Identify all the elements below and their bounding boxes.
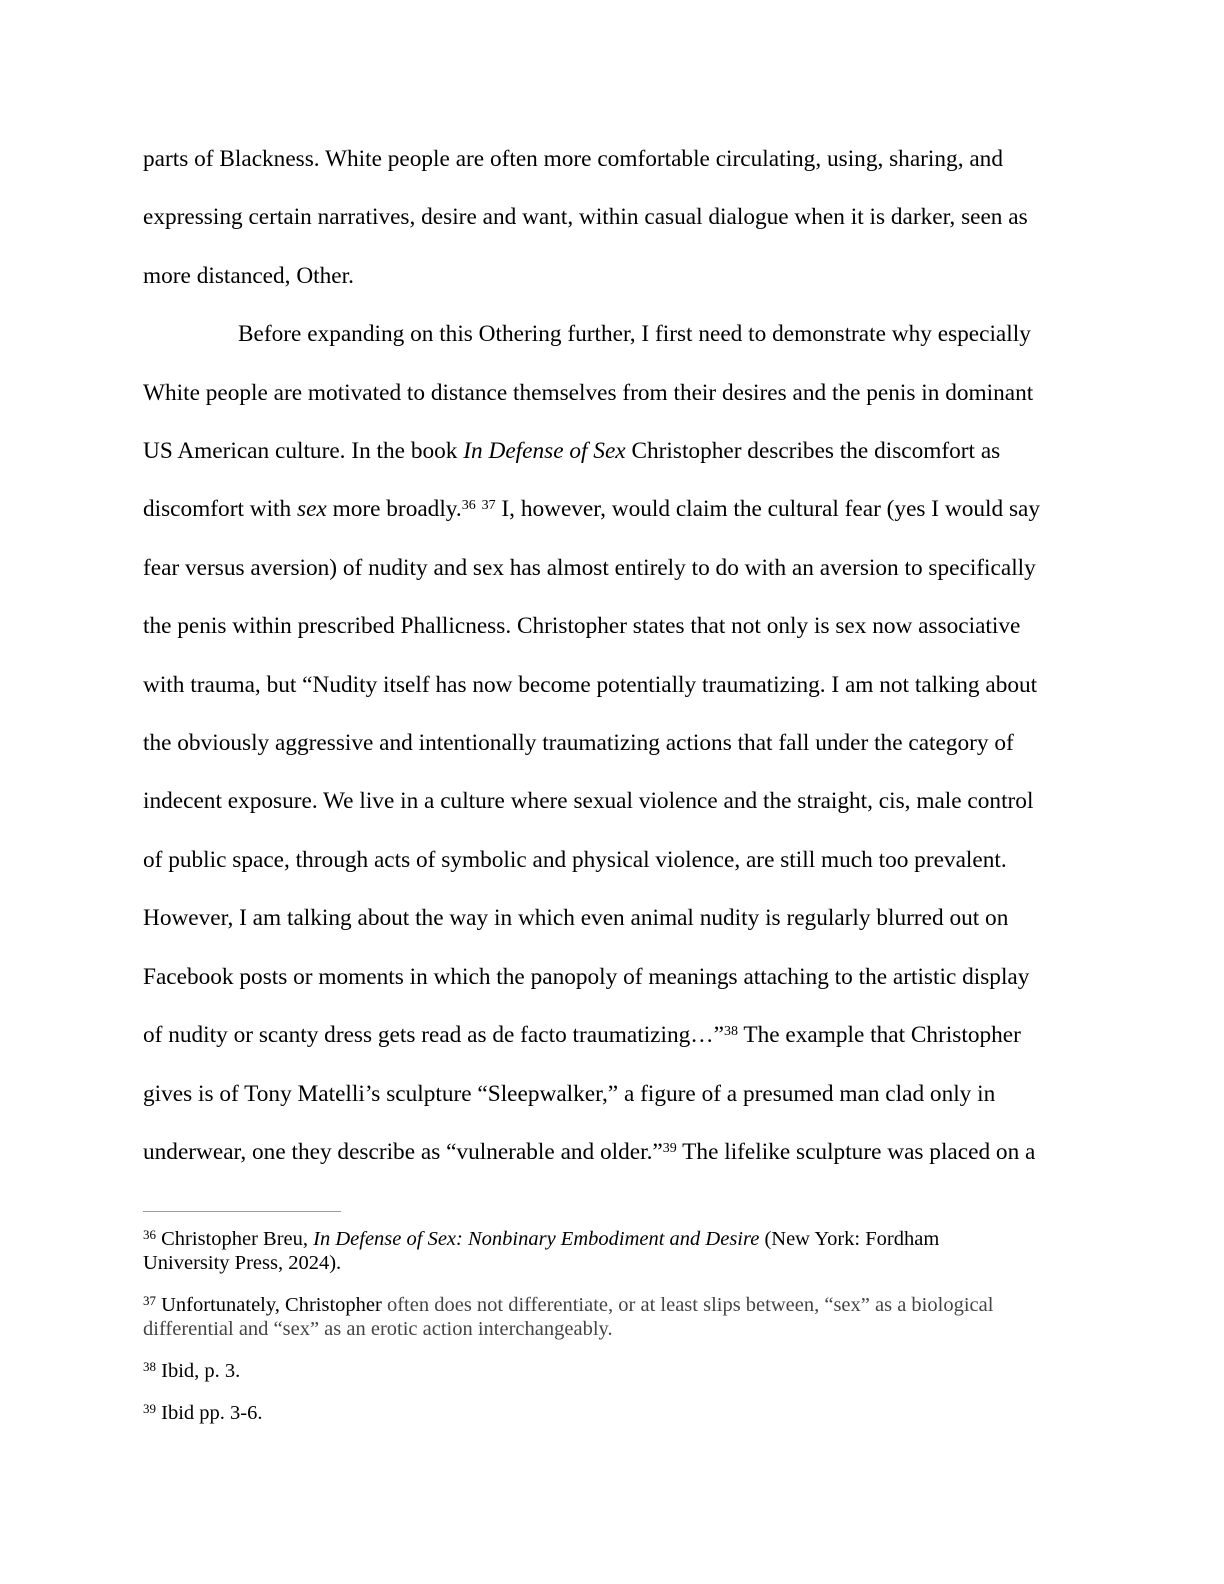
footnote-reference: 39 <box>662 1140 677 1156</box>
italic-text: sex <box>297 496 327 523</box>
text-run: Christopher Breu, <box>156 1228 314 1250</box>
text-run: Facebook posts or moments in which the panopoly of meanings attaching to the artistic display <box>143 963 1030 990</box>
text-line <box>143 1065 1083 1123</box>
text-run: the obviously aggressive and intentionally traumatizing actions that fall under the category of <box>143 730 1014 757</box>
footnote-separator <box>143 1211 341 1212</box>
text-run: with trauma, but “Nudity itself has now become potentially traumatizing. I am not talking about <box>143 671 1038 698</box>
text-run: The lifelike sculpture was placed on a <box>676 1138 1036 1165</box>
footnote-reference: 38 <box>723 1024 738 1040</box>
text-line <box>143 130 1083 188</box>
text-run: Ibid, p. 3. <box>156 1360 241 1382</box>
footnote-line <box>143 1293 1083 1317</box>
text-run: I, however, would claim the cultural fear (yes I would say <box>495 496 1041 523</box>
paragraph-first-line <box>143 305 1083 363</box>
text-run: US American culture. In the book <box>143 438 464 465</box>
text-line <box>143 948 1083 1006</box>
footnote <box>143 1227 1083 1275</box>
text-run: The example that Christopher <box>737 1022 1021 1049</box>
italic-text: In Defense of Sex <box>463 438 626 465</box>
text-run: more distanced, Other. <box>143 262 354 289</box>
footnote-line <box>143 1251 1083 1275</box>
text-run: discomfort with <box>143 496 298 523</box>
text-line <box>143 656 1083 714</box>
text-line <box>143 422 1083 480</box>
text-line <box>143 247 1083 305</box>
footnote <box>143 1293 1083 1341</box>
text-run <box>476 496 482 522</box>
text-run: of public space, through acts of symbolic and physical violence, are still much too prevalent. <box>143 846 1007 873</box>
text-run: parts of Blackness. White people are often more comfortable circulating, using, sharing, and <box>143 146 1003 172</box>
footnote-line <box>143 1359 1083 1383</box>
text-run: indecent exposure. We live in a culture where sexual violence and the straight, cis, male control <box>143 788 1034 815</box>
text-line <box>143 889 1083 947</box>
text-run: expressing certain narratives, desire and want, within casual dialogue when it is darker, seen as <box>143 204 1028 231</box>
text-line <box>143 364 1083 422</box>
text-line <box>143 539 1083 597</box>
text-run: Before expanding on this Othering further, I first need to demonstrate why especially <box>238 321 1031 348</box>
text-line <box>143 831 1083 889</box>
text-run: University Press, 2024). <box>143 1252 342 1274</box>
text-line <box>143 714 1083 772</box>
italic-text: In Defense of Sex: Nonbinary Embodiment and Desire <box>313 1228 760 1250</box>
text-run: of nudity or scanty dress gets read as de facto traumatizing…” <box>143 1022 724 1049</box>
text-run: (New York: Fordham <box>759 1228 940 1250</box>
footnote-line <box>143 1401 1083 1425</box>
text-line <box>143 188 1083 246</box>
footnote-gray-text: differential and “sex” as an erotic action interchangeably. <box>143 1318 613 1340</box>
footnotes <box>143 1227 1083 1443</box>
footnote-reference: 36 <box>143 1227 156 1242</box>
footnote-reference: 39 <box>143 1401 156 1416</box>
footnote-reference: 38 <box>143 1359 156 1374</box>
footnote <box>143 1359 1083 1383</box>
footnote-reference: 37 <box>481 498 496 514</box>
text-run: White people are motivated to distance themselves from their desires and the penis in dominant <box>143 379 1034 406</box>
text-run: Unfortunately, Christopher <box>156 1294 382 1316</box>
footnote-line <box>143 1317 1083 1341</box>
text-run: underwear, one they describe as “vulnerable and older.” <box>143 1138 663 1165</box>
text-line <box>143 1006 1083 1064</box>
text-run: However, I am talking about the way in which even animal nudity is regularly blurred out on <box>143 905 1009 932</box>
footnote-gray-text: often does not differentiate, or at least slips between, “sex” as a biological <box>381 1294 994 1316</box>
text-line <box>143 597 1083 655</box>
footnote-reference: 37 <box>143 1293 156 1308</box>
text-run: more broadly. <box>326 496 462 523</box>
text-run: the penis within prescribed Phallicness. Christopher states that not only is sex now associative <box>143 613 1021 640</box>
text-run: fear versus aversion) of nudity and sex has almost entirely to do with an aversion to specifically <box>143 554 1036 581</box>
body-text <box>143 130 1083 1181</box>
text-run: gives is of Tony Matelli’s sculpture “Sleepwalker,” a figure of a presumed man clad only in <box>143 1080 996 1107</box>
text-line <box>143 1123 1083 1181</box>
text-line <box>143 480 1083 538</box>
footnote <box>143 1401 1083 1425</box>
footnote-line <box>143 1227 1083 1251</box>
text-run: Christopher describes the discomfort as <box>625 438 1001 465</box>
text-run: Ibid pp. 3-6. <box>156 1402 263 1424</box>
footnote-reference: 36 <box>461 498 476 514</box>
text-line <box>143 772 1083 830</box>
